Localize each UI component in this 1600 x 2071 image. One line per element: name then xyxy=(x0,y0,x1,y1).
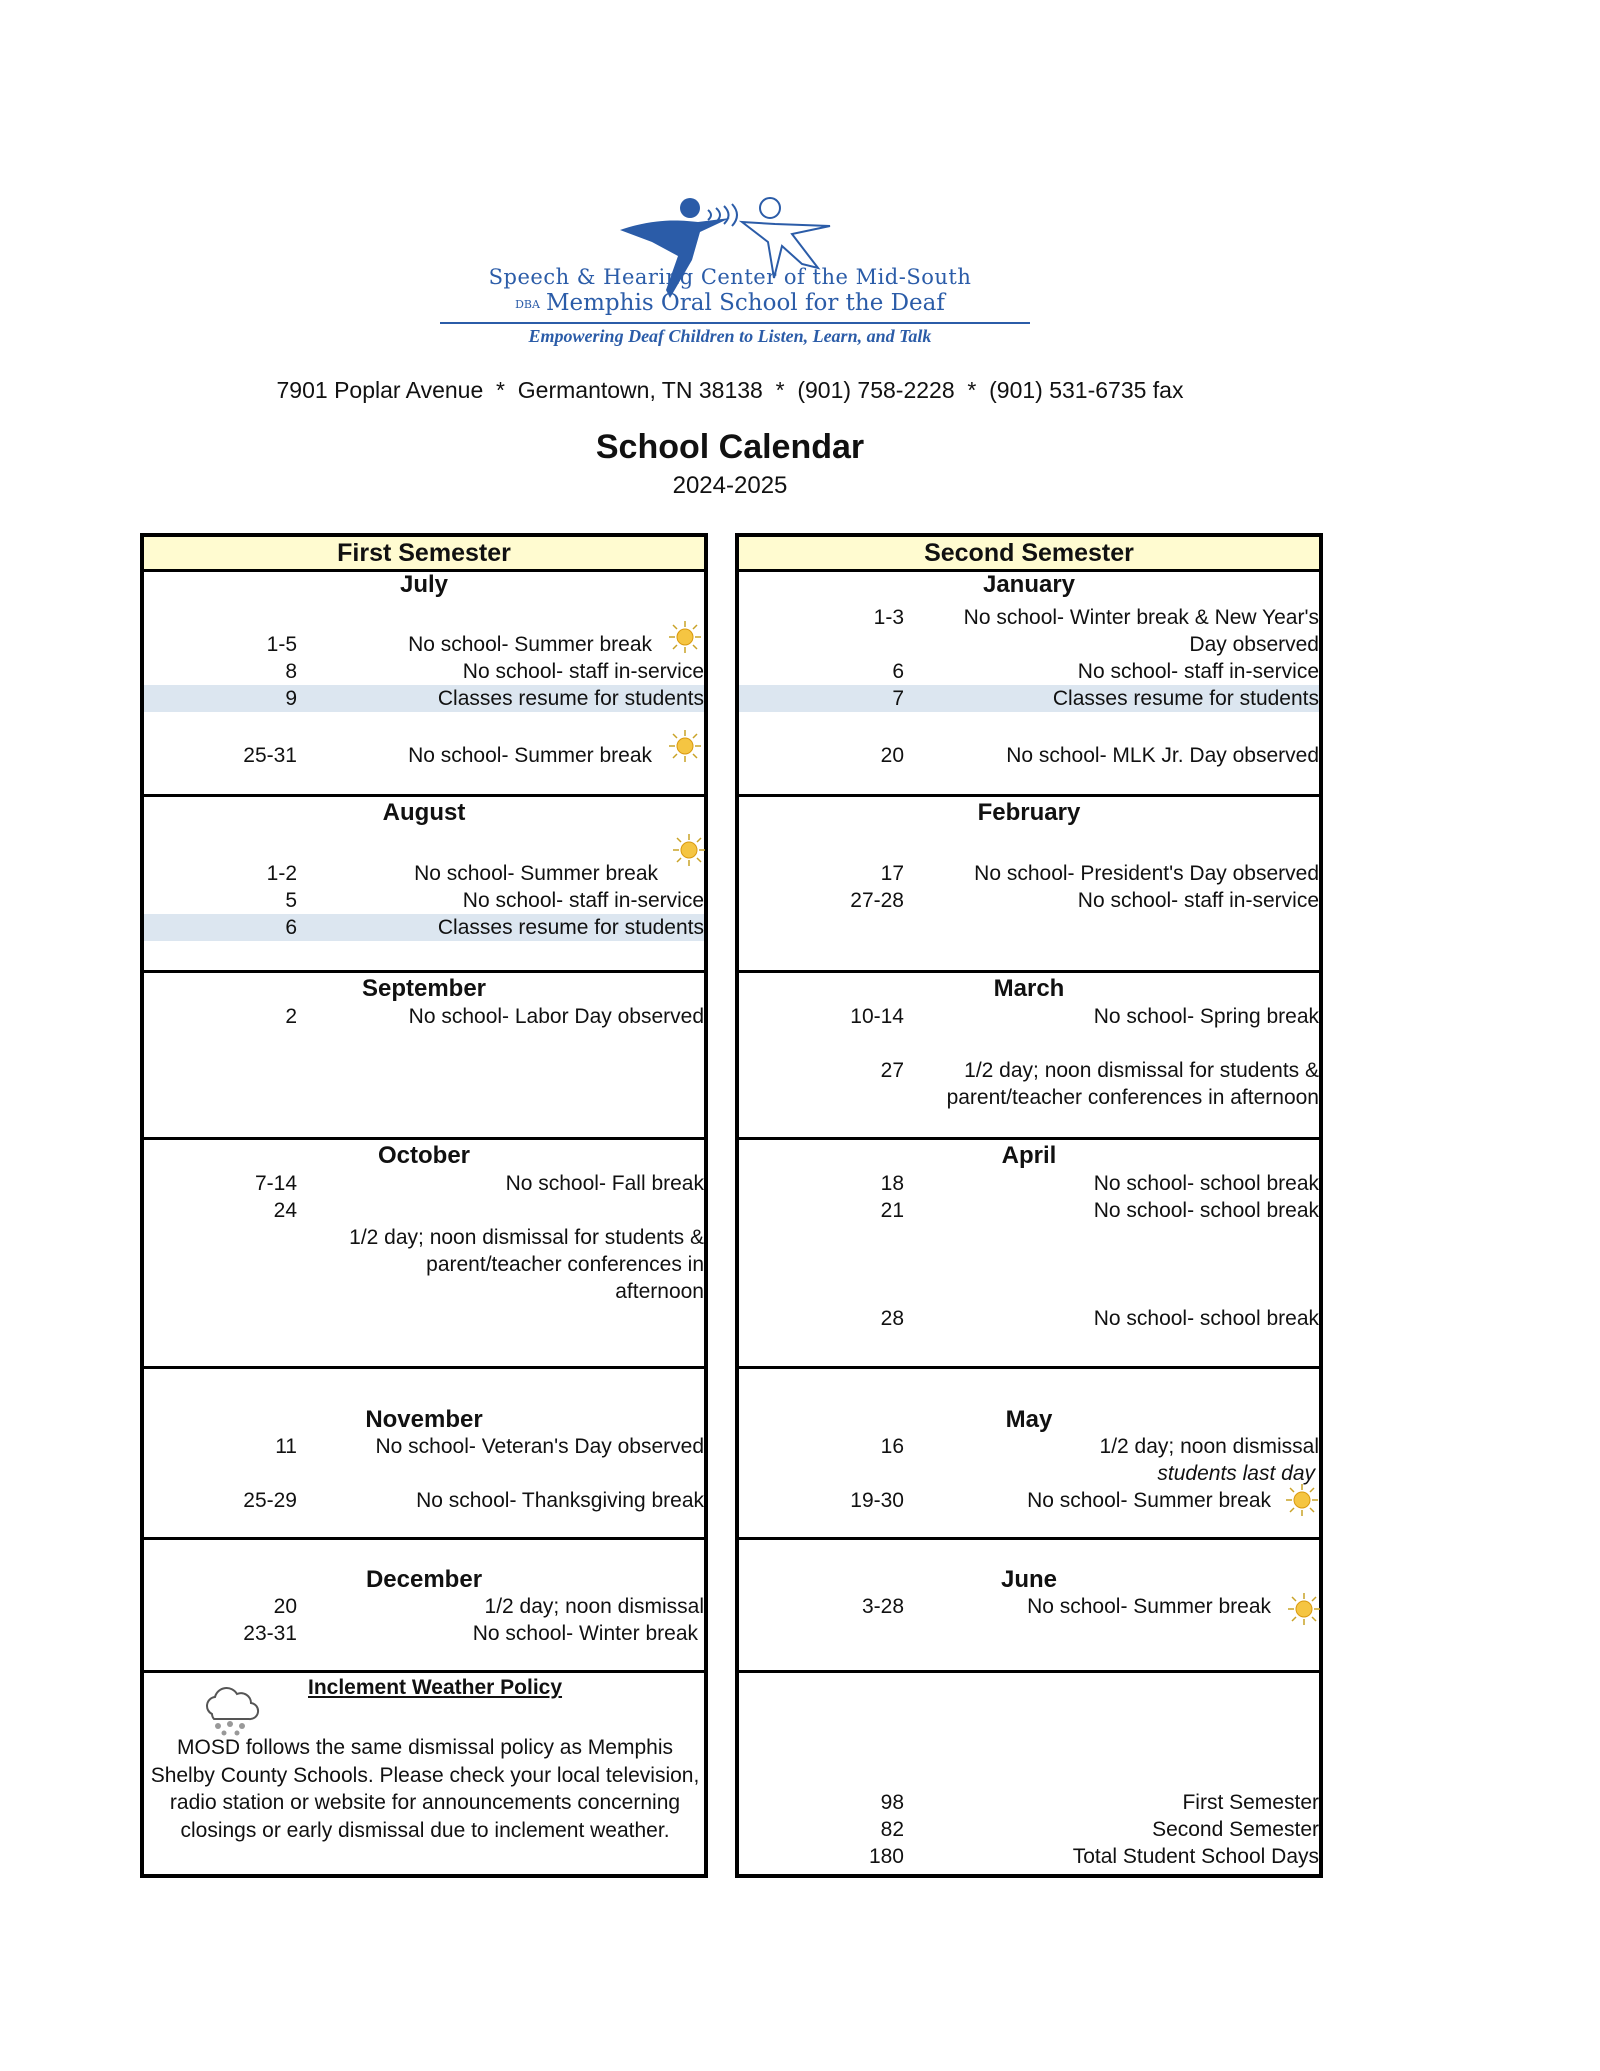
month-january: January xyxy=(982,571,1076,598)
logo-dba: DBA xyxy=(515,297,540,311)
row-date: 18 xyxy=(880,1172,904,1195)
row-text: Classes resume for students xyxy=(437,916,704,939)
calendar-row xyxy=(739,1487,1319,1514)
page-title: School Calendar xyxy=(595,428,865,466)
month-march: March xyxy=(993,975,1065,1002)
total-value: 98 xyxy=(880,1791,904,1814)
total-label: Total Student School Days xyxy=(1072,1845,1319,1868)
month-divider xyxy=(739,1366,1319,1369)
row-date: 1-3 xyxy=(873,606,904,629)
calendar-row xyxy=(144,1487,704,1514)
row-text: No school- Thanksgiving break xyxy=(416,1489,704,1512)
note-line: 1/2 day; noon dismissal for students & xyxy=(349,1226,704,1249)
row-text: Classes resume for students xyxy=(1052,687,1319,710)
total-value: 82 xyxy=(880,1818,904,1841)
calendar-row xyxy=(739,1197,1319,1224)
second-semester-header: Second Semester xyxy=(739,537,1319,572)
row-text: No school- Winter break xyxy=(472,1622,698,1645)
sun-icon xyxy=(668,620,702,654)
calendar-row xyxy=(144,742,704,769)
note-line: parent/teacher conferences in xyxy=(426,1253,704,1276)
note-line: afternoon xyxy=(615,1280,704,1303)
calendar-row xyxy=(739,887,1319,914)
second-semester-column xyxy=(735,533,1323,1878)
row-date: 24 xyxy=(273,1199,297,1222)
row-text: No school- Summer break xyxy=(408,744,652,767)
logo-line-1: Speech & Hearing Center of the Mid-South xyxy=(488,265,972,289)
calendar-row xyxy=(144,860,704,887)
row-text: students last day xyxy=(1157,1462,1315,1485)
row-text: Classes resume for students xyxy=(437,687,704,710)
row-date: 19-30 xyxy=(850,1489,904,1512)
row-text: No school- staff in-service xyxy=(1077,889,1319,912)
row-text: No school- President's Day observed xyxy=(974,862,1319,885)
policy-text: MOSD follows the same dismissal policy as Memphis Shelby County Schools. Please check your local television, radio station or website for announcements concerning closings or early dismissal due to inclement weather. xyxy=(150,1736,700,1842)
october-note xyxy=(349,1224,704,1305)
snow-cloud-icon xyxy=(200,1684,260,1736)
row-text: No school- Summer break xyxy=(1027,1595,1271,1618)
month-april: April xyxy=(1001,1142,1057,1169)
calendar-row xyxy=(739,1460,1319,1487)
total-label: First Semester xyxy=(1182,1791,1319,1814)
row-text: No school- MLK Jr. Day observed xyxy=(1006,744,1319,767)
calendar-row xyxy=(739,685,1319,712)
calendar-row xyxy=(739,1084,1319,1111)
month-divider xyxy=(739,794,1319,797)
calendar-row xyxy=(739,860,1319,887)
row-text: 1/2 day; noon dismissal xyxy=(1099,1435,1319,1458)
month-divider xyxy=(144,1537,704,1540)
row-date: 21 xyxy=(880,1199,904,1222)
calendar-row xyxy=(739,604,1319,631)
month-august: August xyxy=(382,799,466,826)
row-date: 1-5 xyxy=(266,633,297,656)
row-date: 8 xyxy=(285,660,297,683)
month-divider xyxy=(739,970,1319,973)
month-october: October xyxy=(377,1142,470,1169)
calendar-row xyxy=(739,1003,1319,1030)
month-july: July xyxy=(399,571,449,598)
total-row xyxy=(739,1789,1319,1816)
calendar-row xyxy=(144,1620,704,1647)
total-value: 180 xyxy=(868,1845,904,1868)
row-date: 25-29 xyxy=(243,1489,297,1512)
calendar-row xyxy=(144,1170,704,1197)
row-text: parent/teacher conferences in afternoon xyxy=(946,1086,1319,1109)
row-date: 27 xyxy=(880,1059,904,1082)
calendar-row xyxy=(739,631,1319,658)
row-date: 5 xyxy=(285,889,297,912)
row-date: 25-31 xyxy=(243,744,297,767)
month-november: November xyxy=(365,1406,483,1433)
month-divider xyxy=(144,794,704,797)
calendar-row xyxy=(739,1057,1319,1084)
row-text: No school- Winter break & New Year's xyxy=(963,606,1319,629)
calendar-row xyxy=(144,887,704,914)
row-date: 17 xyxy=(880,862,904,885)
calendar-row xyxy=(739,742,1319,769)
calendar-row xyxy=(144,914,704,941)
row-text: No school- school break xyxy=(1093,1199,1319,1222)
row-text: No school- Summer break xyxy=(1027,1489,1271,1512)
calendar-row xyxy=(739,1593,1319,1620)
row-date: 28 xyxy=(880,1307,904,1330)
row-text: No school- Spring break xyxy=(1093,1005,1319,1028)
sun-icon xyxy=(668,729,702,763)
row-text: No school- Labor Day observed xyxy=(408,1005,704,1028)
month-may: May xyxy=(1005,1406,1053,1433)
row-text: No school- staff in-service xyxy=(462,889,704,912)
row-text: 1/2 day; noon dismissal xyxy=(484,1595,704,1618)
row-date: 23-31 xyxy=(243,1622,297,1645)
calendar-row xyxy=(144,658,704,685)
row-text: Day observed xyxy=(1189,633,1319,656)
first-semester-header: First Semester xyxy=(144,537,704,572)
calendar-row xyxy=(739,1433,1319,1460)
row-date: 6 xyxy=(892,660,904,683)
address-line: 7901 Poplar Avenue * Germantown, TN 38138 * (901) 758-2228 * (901) 531-6735 fax xyxy=(276,377,1184,403)
row-date: 27-28 xyxy=(850,889,904,912)
calendar-row xyxy=(144,685,704,712)
logo-line-2 xyxy=(430,290,1030,316)
row-text: No school- Summer break xyxy=(408,633,652,656)
month-divider xyxy=(739,1137,1319,1140)
total-row xyxy=(739,1816,1319,1843)
row-text: No school- Summer break xyxy=(414,862,658,885)
row-date: 16 xyxy=(880,1435,904,1458)
row-date: 20 xyxy=(880,744,904,767)
row-text: 1/2 day; noon dismissal for students & xyxy=(964,1059,1319,1082)
calendar-row xyxy=(739,1305,1319,1332)
row-date: 7 xyxy=(892,687,904,710)
row-date: 3-28 xyxy=(861,1595,904,1618)
row-text: No school- Veteran's Day observed xyxy=(375,1435,704,1458)
row-text: No school- Fall break xyxy=(505,1172,704,1195)
row-text: No school- school break xyxy=(1093,1172,1319,1195)
month-divider xyxy=(144,1366,704,1369)
sun-icon xyxy=(1285,1483,1319,1517)
row-date: 6 xyxy=(285,916,297,939)
row-text: No school- staff in-service xyxy=(1077,660,1319,683)
month-divider xyxy=(739,1670,1319,1673)
sun-icon xyxy=(1287,1592,1321,1626)
month-divider xyxy=(144,1670,704,1673)
calendar-row xyxy=(144,1433,704,1460)
school-year: 2024-2025 xyxy=(672,472,788,499)
calendar-row xyxy=(739,1170,1319,1197)
total-row xyxy=(739,1843,1319,1870)
month-september: September xyxy=(361,975,487,1002)
calendar-row xyxy=(144,1197,704,1224)
calendar-row xyxy=(144,631,704,658)
month-divider xyxy=(739,1537,1319,1540)
calendar-row xyxy=(144,1003,704,1030)
total-label: Second Semester xyxy=(1152,1818,1319,1841)
row-date: 9 xyxy=(285,687,297,710)
logo-rule xyxy=(440,322,1030,324)
row-text: No school- school break xyxy=(1093,1307,1319,1330)
calendar-row xyxy=(739,658,1319,685)
row-text: No school- staff in-service xyxy=(462,660,704,683)
calendar-row xyxy=(144,1593,704,1620)
row-date: 11 xyxy=(275,1435,297,1458)
row-date: 10-14 xyxy=(850,1005,904,1028)
policy-title: Inclement Weather Policy xyxy=(308,1676,563,1699)
month-divider xyxy=(144,970,704,973)
row-date: 20 xyxy=(273,1595,297,1618)
month-december: December xyxy=(365,1566,483,1593)
row-date: 7-14 xyxy=(254,1172,297,1195)
row-date: 2 xyxy=(285,1005,297,1028)
month-divider xyxy=(144,1137,704,1140)
month-june: June xyxy=(1000,1566,1057,1593)
row-date: 1-2 xyxy=(266,862,297,885)
logo-tagline: Empowering Deaf Children to Listen, Learn, and Talk xyxy=(528,326,932,346)
logo-school-name: Memphis Oral School for the Deaf xyxy=(545,290,945,316)
month-february: February xyxy=(977,799,1081,826)
